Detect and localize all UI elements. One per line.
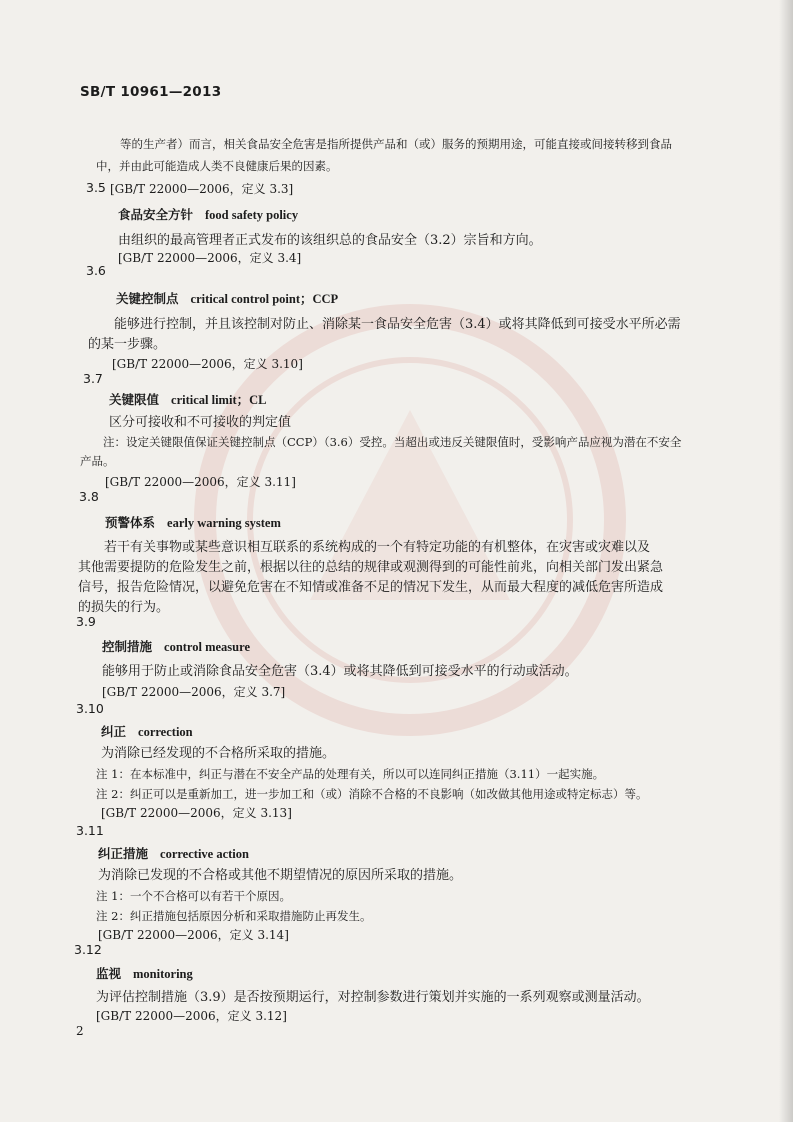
entry-number: 3.9 <box>76 614 96 629</box>
document-header: SB/T 10961—2013 <box>80 84 222 100</box>
entry-number: 3.11 <box>76 823 104 838</box>
entry-term <box>96 964 193 982</box>
entry-term <box>118 205 298 223</box>
entry-number: 3.10 <box>76 701 104 716</box>
entry-ref: [GB/T 22000—2006，定义 3.10] <box>112 357 303 371</box>
entry-definition: 为消除已发现的不合格或其他不期望情况的原因所采取的措施。 <box>98 868 463 883</box>
page-number: 2 <box>76 1024 84 1038</box>
entry-note: 注 1：在本标准中，纠正与潜在不安全产品的处理有关，所以可以连同纠正措施（3.11）一起实施。 <box>96 767 605 781</box>
entry-term <box>105 513 281 531</box>
entry-term <box>102 637 250 655</box>
entry-number: 3.5 <box>86 180 106 195</box>
term-cn: 纠正措施 <box>98 846 149 861</box>
intro-ref: [GB/T 22000—2006，定义 3.3] <box>110 182 294 196</box>
entry-ref: [GB/T 22000—2006，定义 3.11] <box>105 475 296 489</box>
term-en: critical limit；CL <box>171 393 267 407</box>
entry-definition: 能够用于防止或消除食品安全危害（3.4）或将其降低到可接受水平的行动或活动。 <box>102 664 578 679</box>
entry-number: 3.12 <box>74 942 102 957</box>
term-en: correction <box>138 725 193 739</box>
entry-term <box>116 289 338 307</box>
term-en: corrective action <box>160 847 249 861</box>
entry-term <box>101 722 193 740</box>
entry-definition: 由组织的最高管理者正式发布的该组织总的食品安全（3.2）宗旨和方向。 <box>118 233 542 248</box>
term-cn: 食品安全方针 <box>118 207 194 222</box>
intro-line-2: 中，并由此可能造成人类不良健康后果的因素。 <box>96 159 338 173</box>
entry-note: 产品。 <box>80 454 115 468</box>
entry-definition: 其他需要提防的危险发生之前，根据以往的总结的规律或观测得到的可能性前兆，向相关部门发出紧急 <box>78 560 664 575</box>
entry-ref: [GB/T 22000—2006，定义 3.4] <box>118 251 302 265</box>
entry-ref: [GB/T 22000—2006，定义 3.14] <box>98 928 289 942</box>
scan-edge-shadow <box>779 0 793 1122</box>
entry-term <box>98 844 249 862</box>
entry-definition: 能够进行控制，并且该控制对防止、消除某一食品安全危害（3.4）或将其降低到可接受水平所必需 <box>114 317 681 332</box>
term-en: control measure <box>164 640 250 654</box>
entry-number: 3.6 <box>86 263 106 278</box>
entry-number: 3.8 <box>79 489 99 504</box>
entry-definition: 区分可接收和不可接收的判定值 <box>109 415 292 430</box>
term-cn: 监视 <box>96 966 122 981</box>
entry-definition: 的某一步骤。 <box>88 337 167 352</box>
term-cn: 预警体系 <box>105 515 156 530</box>
entry-ref: [GB/T 22000—2006，定义 3.13] <box>101 806 292 820</box>
entry-definition: 若干有关事物或某些意识相互联系的系统构成的一个有特定功能的有机整体，在灾害或灾难以及 <box>104 540 651 555</box>
intro-line-1: 等的生产者）而言，相关食品安全危害是指所提供产品和（或）服务的预期用途，可能直接或间接转移到食品 <box>120 137 672 151</box>
entry-definition: 信号，报告危险情况，以避免危害在不知情或准备不足的情况下发生，从而最大程度的减低危害所造成 <box>78 580 664 595</box>
entry-term <box>109 390 266 408</box>
entry-number: 3.7 <box>83 371 103 386</box>
entry-note: 注 2：纠正可以是重新加工，进一步加工和（或）消除不合格的不良影响（如改做其他用途或特定标志）等。 <box>96 787 648 801</box>
entry-ref: [GB/T 22000—2006，定义 3.7] <box>102 685 286 699</box>
entry-ref: [GB/T 22000—2006，定义 3.12] <box>96 1009 287 1023</box>
term-en: food safety policy <box>205 208 299 222</box>
entry-note: 注 2：纠正措施包括原因分析和采取措施防止再发生。 <box>96 909 372 923</box>
term-cn: 关键限值 <box>109 392 160 407</box>
entry-definition: 为评估控制措施（3.9）是否按预期运行，对控制参数进行策划并实施的一系列观察或测量活动。 <box>96 990 650 1005</box>
term-cn: 控制措施 <box>102 639 153 654</box>
term-en: monitoring <box>133 967 193 981</box>
term-en: critical control point；CCP <box>190 292 339 306</box>
entry-definition: 的损失的行为。 <box>78 600 170 615</box>
entry-definition: 为消除已经发现的不合格所采取的措施。 <box>101 746 336 761</box>
term-cn: 纠正 <box>101 724 127 739</box>
entry-note: 注：设定关键限值保证关键控制点（CCP）（3.6）受控。当超出或违反关键限值时，受影响产品应视为潜在不安全 <box>103 435 682 449</box>
term-en: early warning system <box>167 516 281 530</box>
term-cn: 关键控制点 <box>116 291 179 306</box>
entry-note: 注 1：一个不合格可以有若干个原因。 <box>96 889 291 903</box>
